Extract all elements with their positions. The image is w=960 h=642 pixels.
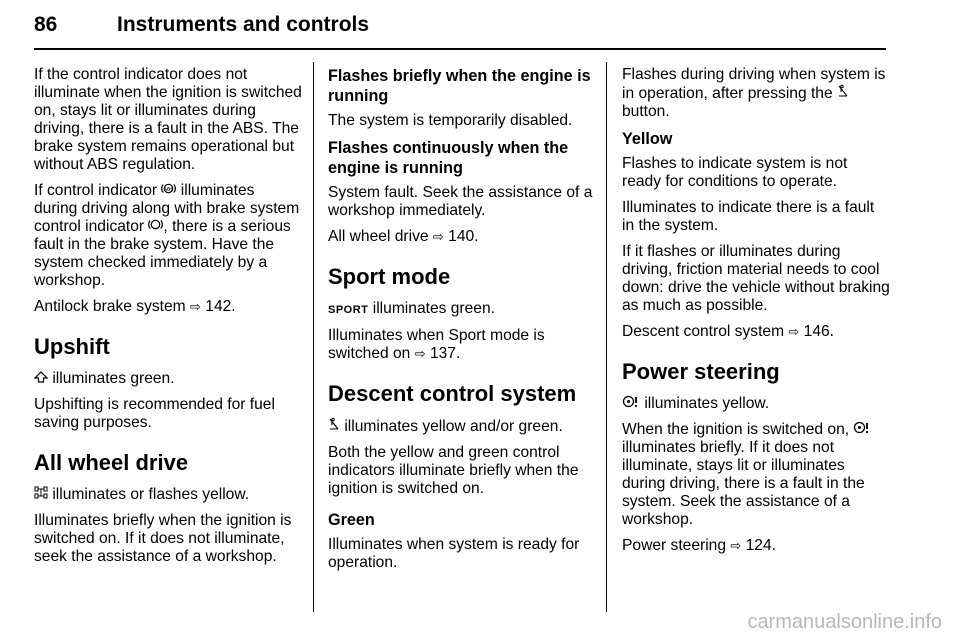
page-header <box>34 10 884 44</box>
power-steering-icon <box>622 395 640 410</box>
sport-indicator-icon: SPORT <box>328 304 369 316</box>
cross-reference-arrow-icon: ⇨ <box>432 229 444 244</box>
all-wheel-drive-icon <box>34 486 48 501</box>
brake-fault-paragraph: If control indicator ABS illuminates during driving along with brake system control indicator , there is a serious fault in the brake system. Have the system checked immediately by a workshop. <box>34 182 300 289</box>
column-3 <box>622 66 890 555</box>
descent-button-icon <box>837 84 849 100</box>
descent-control-heading: Descent control system <box>328 381 577 406</box>
descent-button-paragraph: Flashes during driving when system is in operation, after pressing the button. <box>622 66 886 120</box>
cross-reference-arrow-icon: ⇨ <box>788 324 800 339</box>
awd-description: Illuminates briefly when the ignition is switched on. If it does not illuminate, seek the assistance of a workshop. <box>34 512 292 565</box>
abs-paragraph: If the control indicator does not illuminate when the ignition is switched on, stays lit or illuminates during driving, there is a fault in the ABS. The brake system remains operational but without ABS regulation. <box>34 66 302 173</box>
column-2 <box>328 66 596 572</box>
cross-reference-arrow-icon: ⇨ <box>730 538 742 553</box>
power-steering-description: When the ignition is switched on, illuminates briefly. If it does not illuminate, stays lit or illuminates during driving, there is a fault in the system. Seek the assistance of a workshop. <box>622 421 890 529</box>
abs-cross-reference: Antilock brake system ⇨ 142. <box>34 298 236 315</box>
section-title: Instruments and controls <box>117 13 370 36</box>
brake-system-indicator-icon <box>148 218 163 233</box>
upshift-indicator-line: illuminates green. <box>34 370 302 388</box>
power-steering-heading: Power steering <box>622 359 780 384</box>
upshift-arrow-icon <box>34 371 48 385</box>
sport-mode-heading: Sport mode <box>328 264 451 289</box>
green-description: Illuminates when system is ready for operation. <box>328 536 580 571</box>
sport-description: Illuminates when Sport mode is switched on ⇨ 137. <box>328 327 545 362</box>
yellow-flash-text: Flashes to indicate system is not ready for conditions to operate. <box>622 155 848 190</box>
power-steering-cross-reference: Power steering ⇨ 124. <box>622 537 776 554</box>
cross-reference-arrow-icon: ⇨ <box>190 299 201 314</box>
watermark: carmanualsonline.info <box>747 611 942 633</box>
upshift-heading: Upshift <box>34 334 110 359</box>
system-fault-text: System fault. Seek the assistance of a workshop immediately. <box>328 184 593 219</box>
column-divider-2 <box>606 62 607 612</box>
friction-cooling-text: If it flashes or illuminates during driving, friction material needs to cool down: drive the vehicle without braking as much as possible. <box>622 243 890 314</box>
column-divider-1 <box>313 62 314 612</box>
cross-reference-arrow-icon: ⇨ <box>414 346 426 361</box>
sport-indicator-line: SPORT illuminates green. <box>328 300 495 317</box>
flashes-continuously-heading: Flashes continuously when the engine is running <box>328 139 569 177</box>
green-heading: Green <box>328 511 375 529</box>
temporarily-disabled-text: The system is temporarily disabled. <box>328 112 573 129</box>
upshift-description: Upshifting is recommended for fuel saving purposes. <box>34 396 275 431</box>
header-rule <box>34 48 886 50</box>
descent-description: Both the yellow and green control indicators illuminate briefly when the ignition is switched on. <box>328 444 579 497</box>
power-steering-icon <box>853 421 871 436</box>
descent-indicator-line: illuminates yellow and/or green. <box>328 417 596 436</box>
svg-text:ABS: ABS <box>164 186 174 192</box>
awd-cross-reference: All wheel drive ⇨ 140. <box>328 228 479 245</box>
all-wheel-drive-heading: All wheel drive <box>34 450 189 475</box>
descent-control-icon <box>328 417 340 433</box>
column-1 <box>34 66 302 566</box>
page-number: 86 <box>34 13 58 36</box>
power-steering-indicator-line: illuminates yellow. <box>622 395 890 413</box>
yellow-fault-text: Illuminates to indicate there is a fault in the system. <box>622 199 875 234</box>
flashes-briefly-heading: Flashes briefly when the engine is running <box>328 67 591 105</box>
abs-indicator-icon <box>161 182 176 197</box>
awd-indicator-line: illuminates or flashes yellow. <box>34 486 302 504</box>
yellow-heading: Yellow <box>622 130 673 148</box>
descent-cross-reference: Descent control system ⇨ 146. <box>622 323 835 340</box>
